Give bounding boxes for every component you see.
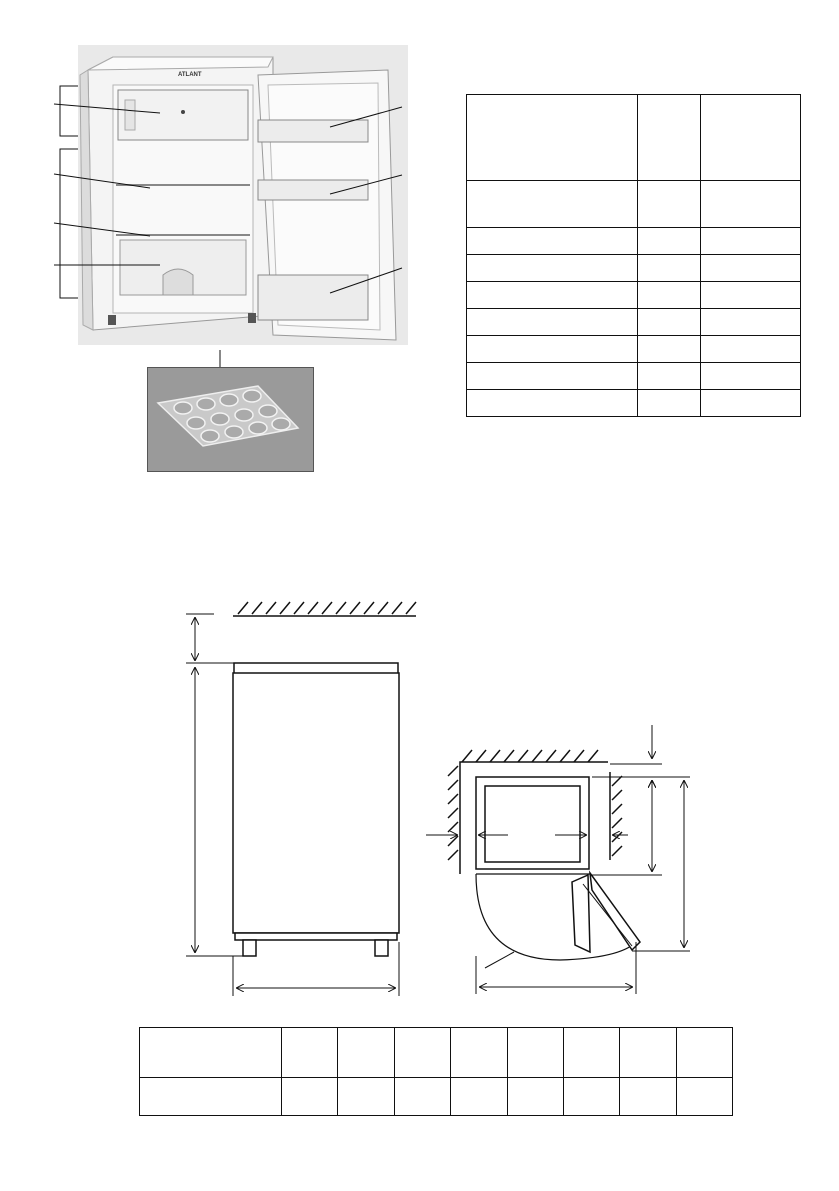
- table-row: [467, 390, 801, 417]
- table-row: [140, 1078, 733, 1116]
- egg-tray-photo: [147, 367, 314, 472]
- callout-line: [54, 223, 150, 236]
- table-row: [467, 255, 801, 282]
- callout-line: [54, 174, 150, 188]
- table-row: [467, 181, 801, 228]
- table-row: [467, 363, 801, 390]
- table-row: [467, 336, 801, 363]
- parts-table: [466, 94, 801, 417]
- callout-line: [330, 175, 402, 194]
- table-row: [467, 228, 801, 255]
- brand-label: ATLANT: [178, 72, 202, 78]
- table-row: [140, 1028, 733, 1078]
- top-view-drawing: [426, 725, 690, 994]
- callout-line: [54, 104, 160, 113]
- dimensions-table: [139, 1027, 733, 1116]
- egg-tray-illustration: [148, 368, 313, 471]
- callout-line: [330, 268, 402, 293]
- dimension-drawings: [0, 590, 839, 1010]
- table-row: [467, 282, 801, 309]
- table-row: [467, 95, 801, 181]
- front-view-drawing: [186, 602, 416, 996]
- callout-line: [330, 107, 402, 127]
- table-row: [467, 309, 801, 336]
